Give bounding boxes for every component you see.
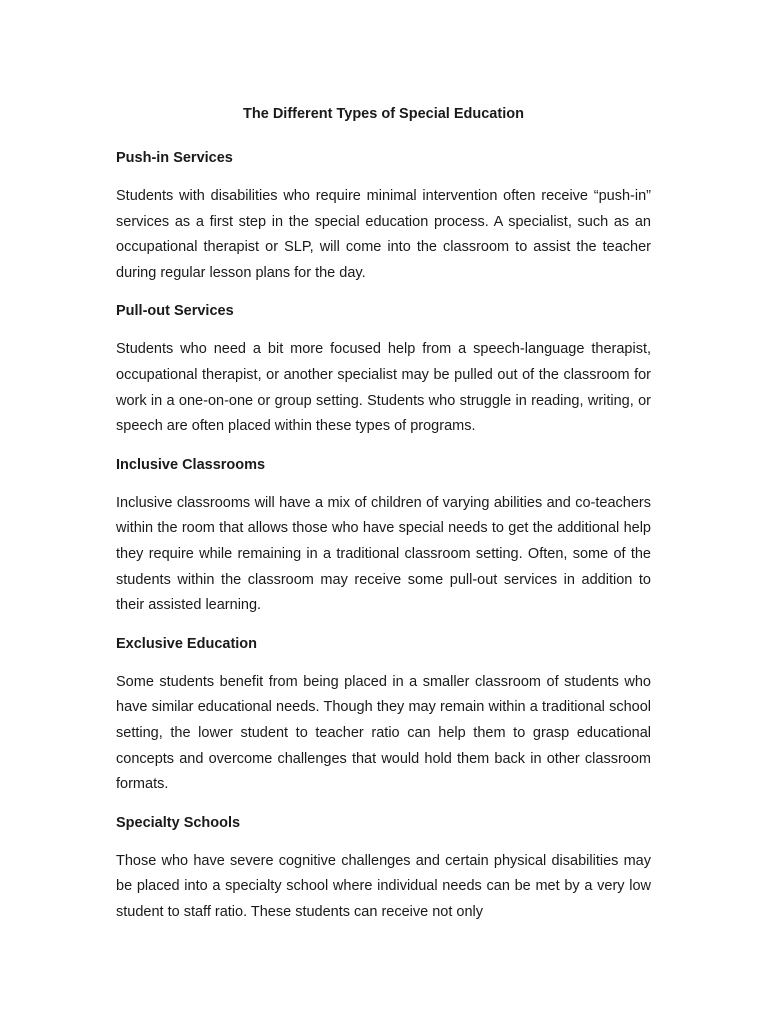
section-paragraph: Some students benefit from being placed in a smaller classroom of students who have similar educational needs. Though they may remain within a traditional school setting, the lower student to teacher ratio can help them to grasp educational concepts and overcome challenges that would hold them back in other classroom formats. [116, 673, 651, 793]
section-heading: Exclusive Education [116, 635, 258, 652]
section-exclusive-education [116, 634, 651, 798]
section-heading: Push-in Services [116, 150, 233, 166]
section-specialty-schools [116, 813, 651, 926]
document-title: The Different Types of Special Education [243, 106, 524, 122]
section-push-in-services [116, 148, 651, 286]
section-heading: Inclusive Classrooms [116, 456, 266, 473]
section-heading: Specialty Schools [116, 814, 241, 831]
section-paragraph: Those who have severe cognitive challenges and certain physical disabilities may be placed into a specialty school where individual needs can be met by a very low student to staff ratio. These students can receive not only [116, 852, 651, 920]
section-paragraph: Students with disabilities who require minimal intervention often receive “push-in” services as a first step in the special education process. A specialist, such as an occupational therapist or SLP, will come into the classroom to assist the teacher during regular lesson plans for the day. [116, 188, 651, 281]
section-pull-out-services [116, 301, 651, 439]
section-paragraph: Inclusive classrooms will have a mix of children of varying abilities and co-teachers within the room that allows those who have special needs to get the additional help they require while remaining in a traditional classroom setting. Often, some of the students within the classroom may receive some pull-out services in addition to their assisted learning. [116, 494, 651, 614]
section-inclusive-classrooms [116, 455, 651, 619]
section-heading: Pull-out Services [116, 303, 234, 320]
document-page [116, 104, 651, 940]
section-paragraph: Students who need a bit more focused help from a speech-language therapist, occupational therapist, or another specialist may be pulled out of the classroom for work in a one-on-one or group setting. Students who struggle in reading, writing, or speech are often placed within these types of programs. [116, 341, 651, 435]
